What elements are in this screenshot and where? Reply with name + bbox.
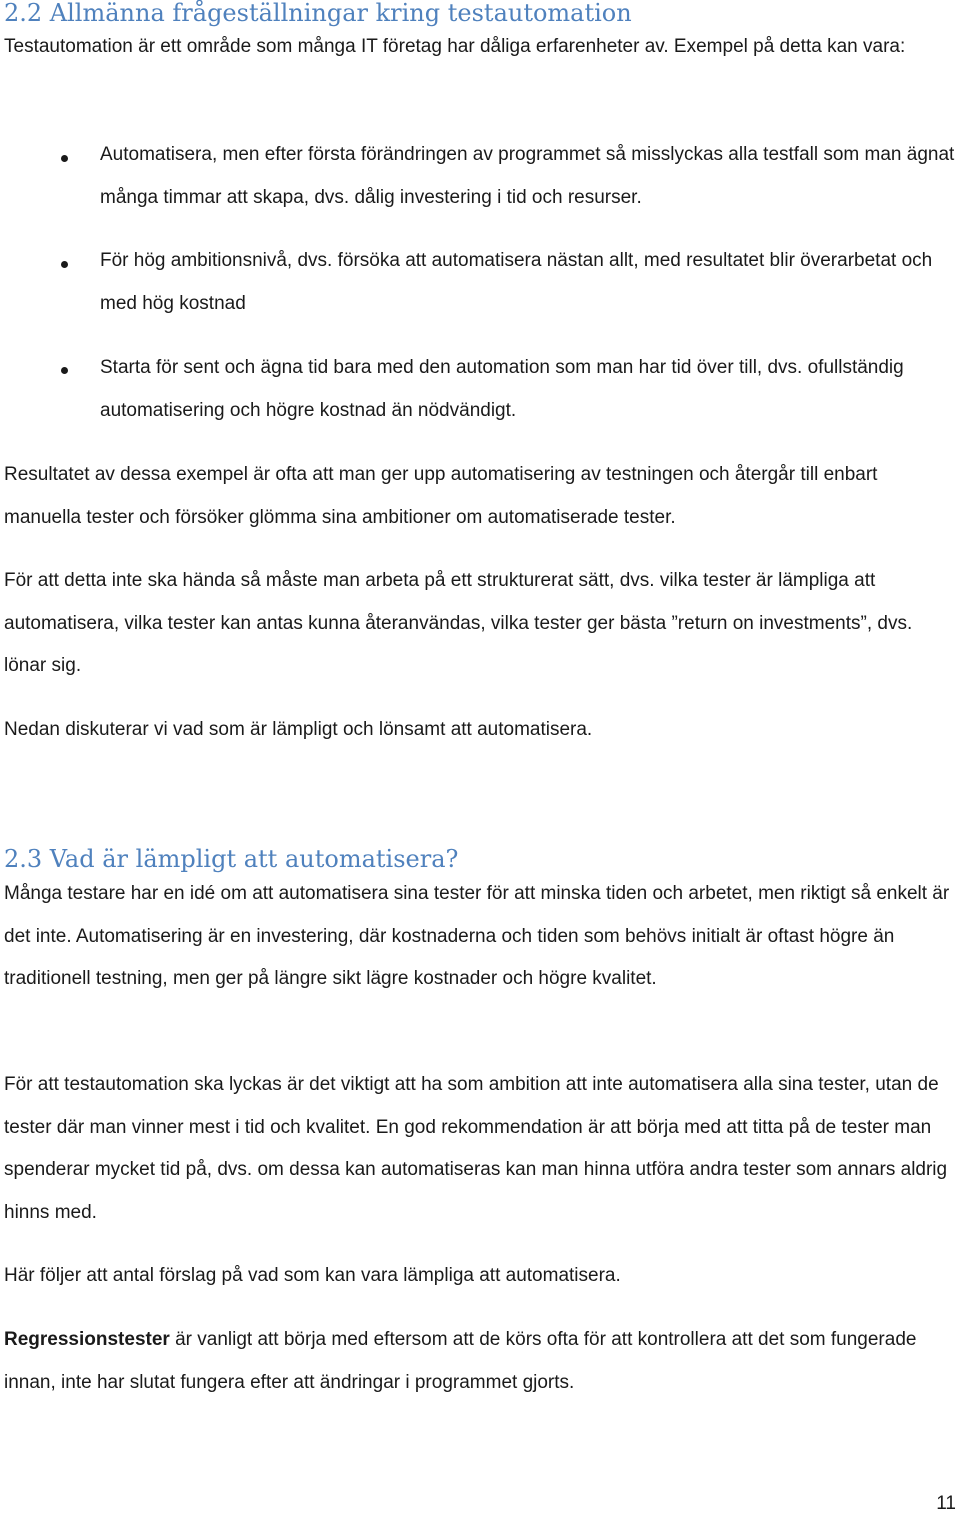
regression-text: är vanligt att börja med eftersom att de körs ofta för att kontrollera att det som fungerade innan, inte har slutat fungera efter att ändringar i programmet gjorts. <box>4 1329 917 1393</box>
bullet-item-2: För hög ambitionsnivå, dvs. försöka att automatisera nästan allt, med resultatet blir överarbetat och med hög kostnad <box>100 250 933 314</box>
intro-paragraph: Testautomation är ett område som många IT företag har dåliga erfarenheter av. Exempel på detta kan vara: <box>4 36 906 57</box>
paragraph-suggestions: Här följer att antal förslag på vad som kan vara lämpliga att automatisera. <box>4 1265 621 1286</box>
bullet-item-1: Automatisera, men efter första förändringen av programmet så misslyckas alla testfall som man ägnat många timmar att skapa, dvs. dålig investering i tid och resurser. <box>100 144 955 208</box>
paragraph-discuss: Nedan diskuterar vi vad som är lämpligt och lönsamt att automatisera. <box>4 719 593 740</box>
bullet-icon <box>61 261 68 268</box>
paragraph-regression <box>4 1319 956 1404</box>
bullet-item-3: Starta för sent och ägna tid bara med den automation som man har tid över till, dvs. ofullständig automatisering och högre kostnad än nödvändigt. <box>100 357 904 421</box>
paragraph-structure: För att detta inte ska hända så måste man arbeta på ett strukturerat sätt, dvs. vilka tester är lämpliga att automatisera, vilka tester kan antas kunna återanvändas, vilka tester ger bästa ”return on investments”, dvs. lönar sig. <box>4 570 913 676</box>
bullet-icon <box>61 367 68 374</box>
section-heading-2-2: 2.2 Allmänna frågeställningar kring testautomation <box>4 0 632 27</box>
bullet-icon <box>61 155 68 162</box>
page-number: 11 <box>936 1493 956 1514</box>
section-heading-2-3: 2.3 Vad är lämpligt att automatisera? <box>4 845 459 873</box>
regression-term: Regressionstester <box>4 1329 170 1350</box>
paragraph-success: För att testautomation ska lyckas är det viktigt att ha som ambition att inte automatisera alla sina tester, utan de tester där man vinner mest i tid och kvalitet. En god rekommendation är att börja med att titta på de tester man spenderar mycket tid på, dvs. om dessa kan automatiseras kan man hinna utföra andra tester som annars aldrig hinns med. <box>4 1074 948 1223</box>
paragraph-many-testers: Många testare har en idé om att automatisera sina tester för att minska tiden och arbetet, men riktigt så enkelt är det inte. Automatisering är en investering, där kostnaderna och tiden som behövs initialt är oftast högre än traditionell testning, men ger på längre sikt lägre kostnader och högre kvalitet. <box>4 883 950 989</box>
paragraph-result: Resultatet av dessa exempel är ofta att man ger upp automatisering av testningen och återgår till enbart manuella tester och försöker glömma sina ambitioner om automatiserade tester. <box>4 464 878 528</box>
